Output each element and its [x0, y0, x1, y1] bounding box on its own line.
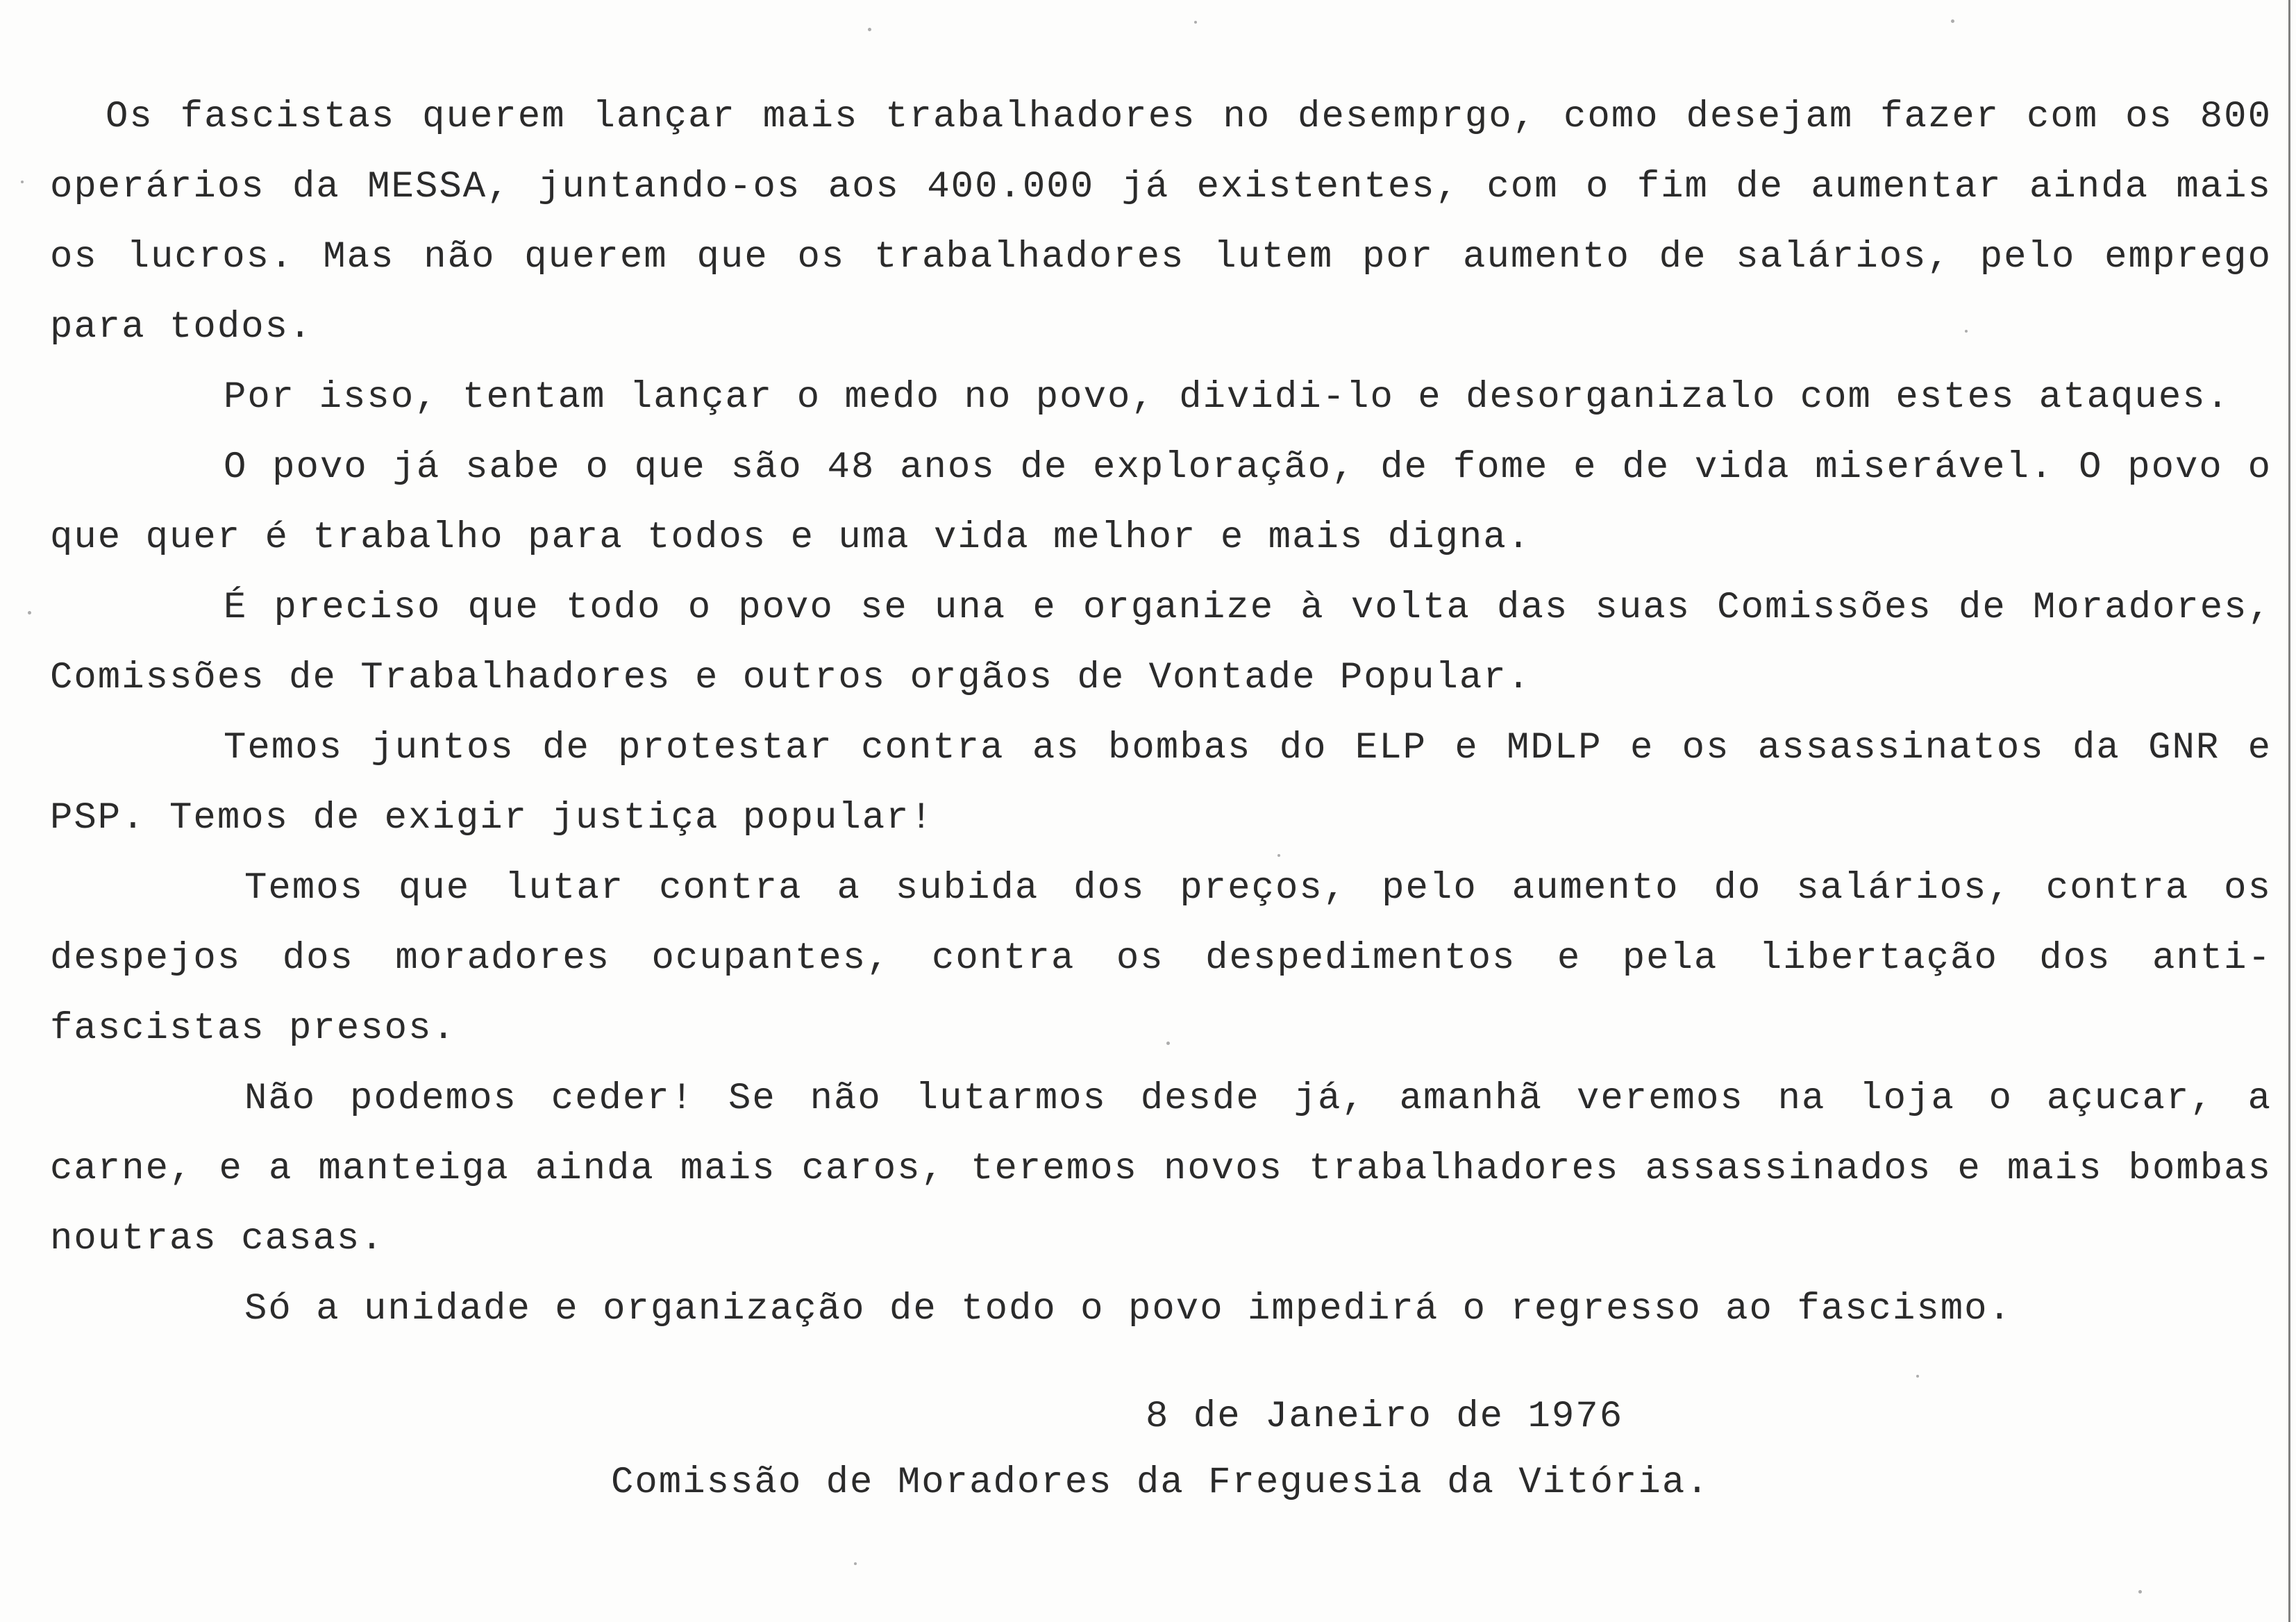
scan-speck [1194, 21, 1197, 24]
scan-speck [868, 28, 871, 31]
scan-speck [854, 1562, 857, 1565]
paragraph-3: O povo já sabe o que são 48 anos de exploração, de fome e de vida miserável. O povo o que quer é trabalho para todos e uma vida melhor e mais digna. [50, 446, 2272, 559]
scan-speck [28, 611, 31, 614]
letter-body [50, 82, 2272, 1344]
scan-speck [2138, 1590, 2142, 1594]
scan-speck [1951, 19, 1954, 23]
scan-edge-line [2288, 0, 2290, 1622]
paragraph-8: Só a unidade e organização de todo o povo impedirá o regresso ao fascismo. [244, 1288, 2012, 1330]
letter-date: 8 de Janeiro de 1976 [1146, 1396, 1624, 1438]
paragraph-1: Os fascistas querem lançar mais trabalhadores no desemprgo, como desejam fazer com os 800 operários da MESSA, juntando-os aos 400.000 já existentes, com o fim de aumentar ainda mais os lucros. Mas não querem que os trabalhadores lutem por aumento de salários, pelo emprego para todos. [50, 96, 2272, 349]
paragraph-4: É preciso que todo o povo se una e organize à volta das suas Comissões de Moradores, Comissões de Trabalhadores e outros orgãos de Vontade Popular. [50, 587, 2272, 699]
paragraph-5: Temos juntos de protestar contra as bombas do ELP e MDLP e os assassinatos da GNR e PSP. Temos de exigir justiça popular! [50, 727, 2272, 839]
scan-speck [21, 181, 24, 183]
paragraph-6: Temos que lutar contra a subida dos preços, pelo aumento do salários, contra os despejos dos moradores ocupantes, contra os despedimentos e pela libertação dos anti-fascistas presos. [50, 867, 2272, 1050]
scan-speck [1916, 1375, 1919, 1378]
paragraph-7: Não podemos ceder! Se não lutarmos desde já, amanhã veremos na loja o açucar, a carne, e a manteiga ainda mais caros, teremos novos trabalhadores assassinados e mais bombas noutras casas. [50, 1078, 2272, 1260]
paragraph-2: Por isso, tentam lançar o medo no povo, dividi-lo e desorganizalo com estes ataques. [224, 376, 2231, 419]
letter-signature: Comissão de Moradores da Freguesia da Vitória. [611, 1462, 1710, 1504]
